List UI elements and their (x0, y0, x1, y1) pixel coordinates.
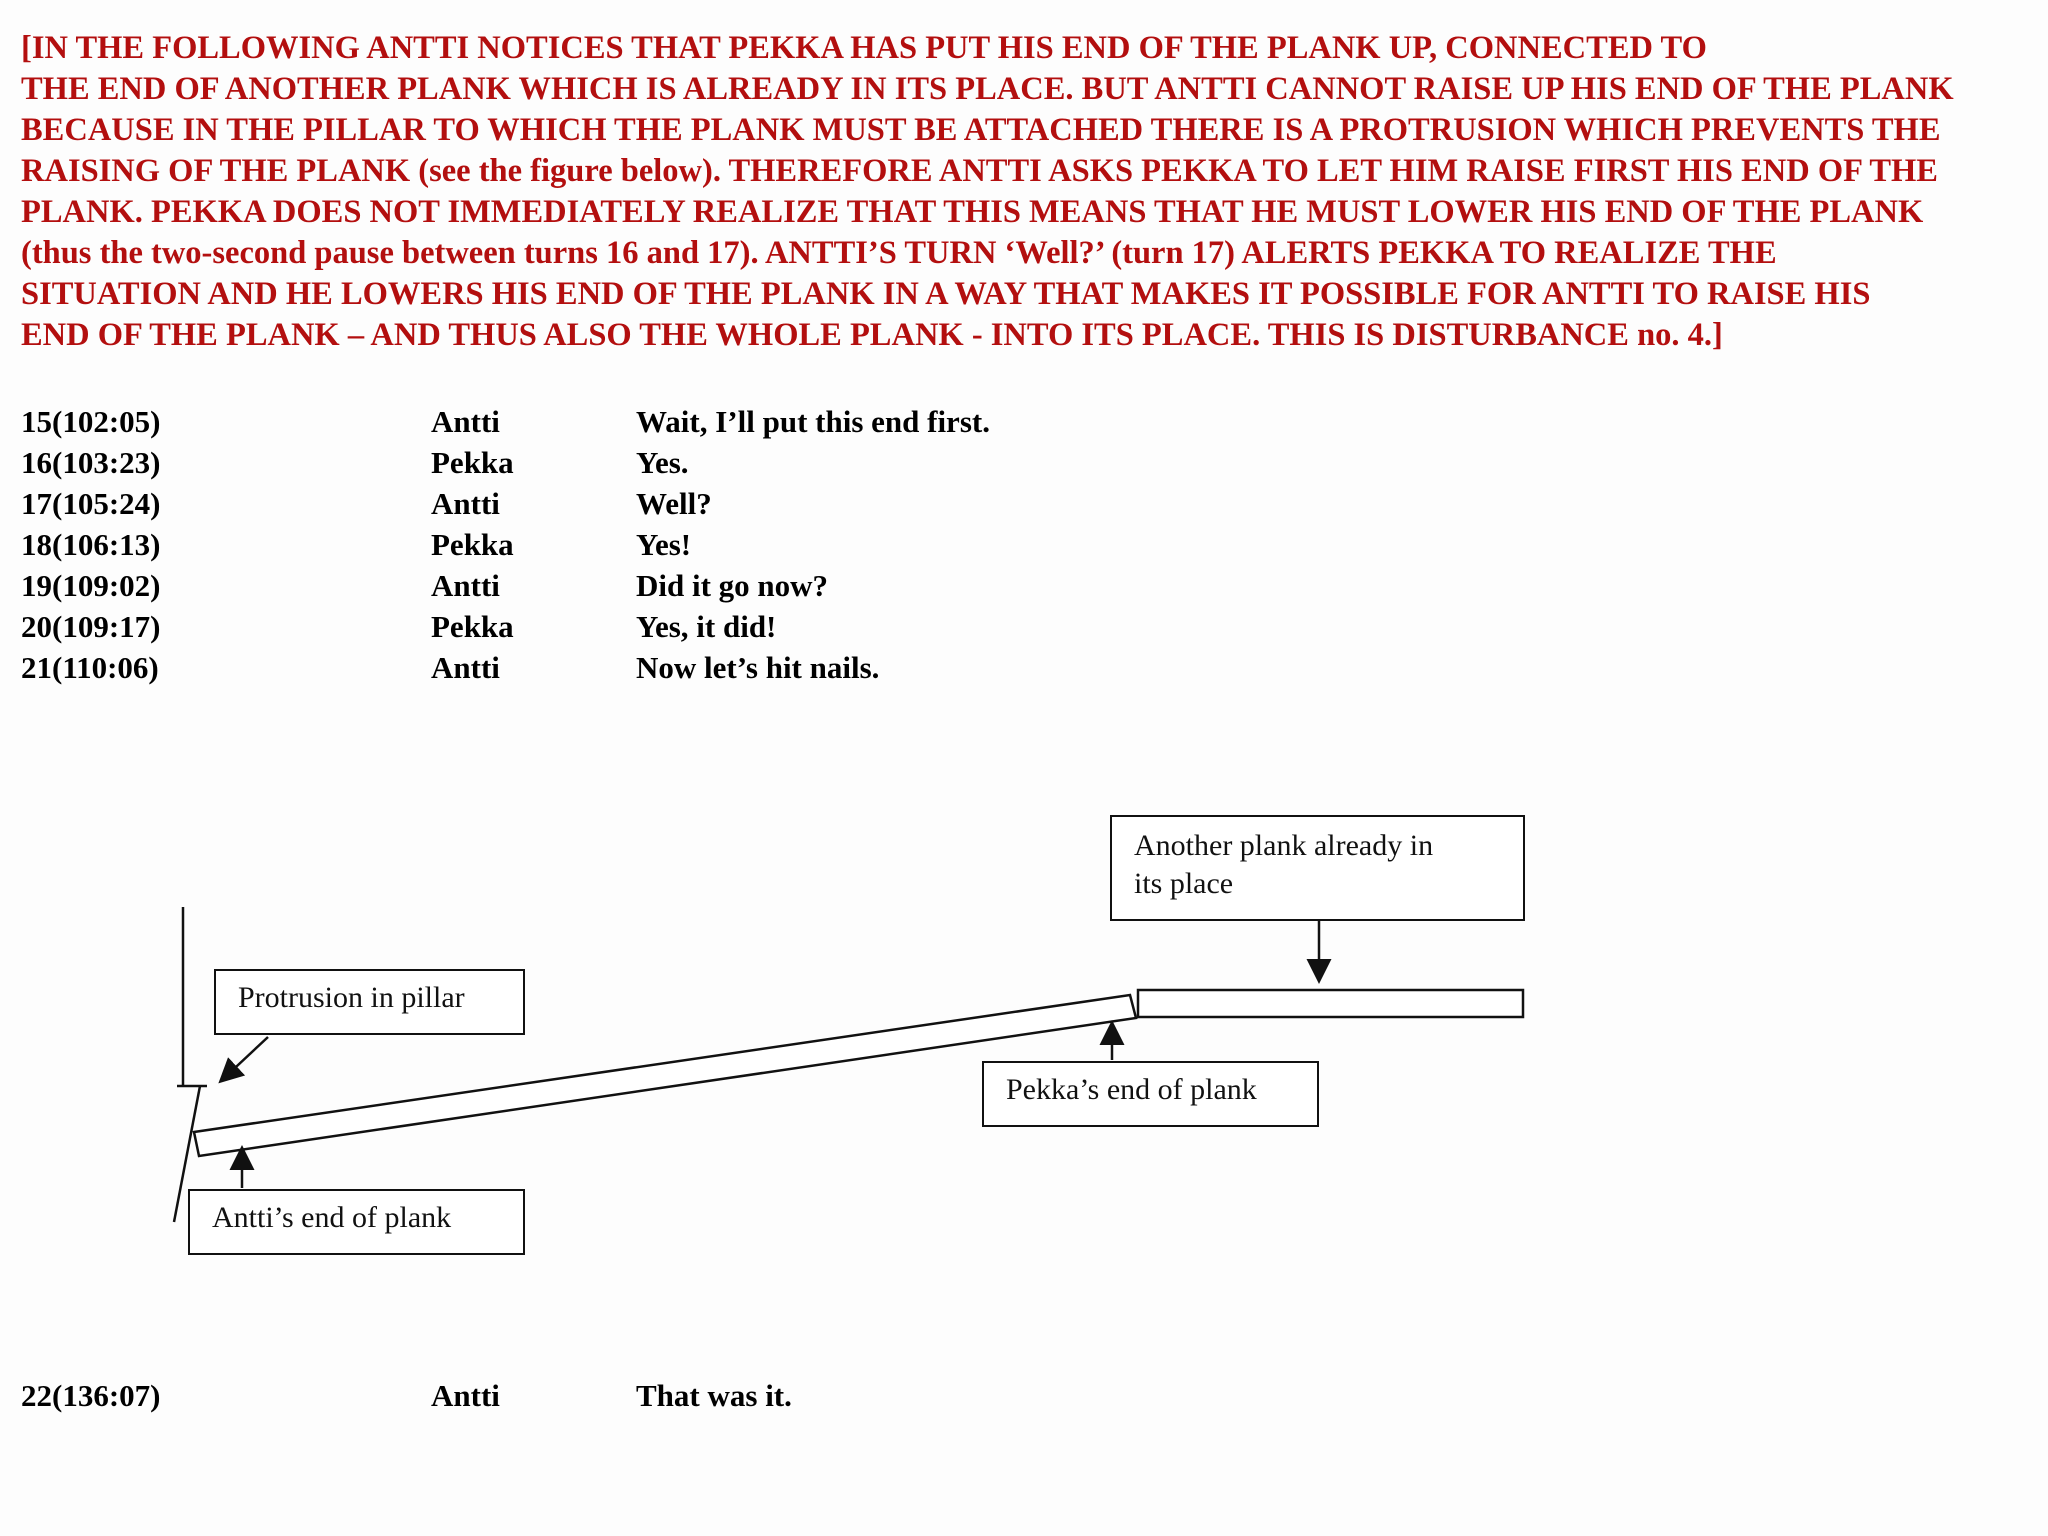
transcript-row (0, 565, 2048, 606)
turn-speaker: Antti (431, 404, 500, 439)
turn-utterance: Now let’s hit nails. (636, 650, 880, 685)
turn-utterance: Did it go now? (636, 568, 829, 603)
turn-number: 16(103:23) (21, 445, 161, 480)
intro-annotation: [IN THE FOLLOWING ANTTI NOTICES THAT PEKKA HAS PUT HIS END OF THE PLANK UP, CONNECTED TO THE END OF ANOTHER PLANK WHICH IS ALREADY IN ITS PLACE. BUT ANTTI CANNOT RAISE UP HIS END OF THE PLANK BECAUSE IN THE PILLAR TO WHICH THE PLANK MUST BE ATTACHED THERE IS A PROTRUSION WHICH PREVENTS THE RAISING OF THE PLANK (see the figure below). THEREFORE ANTTI ASKS PEKKA TO LET HIM RAISE FIRST HIS END OF THE PLANK. PEKKA DOES NOT IMMEDIATELY REALIZE THAT THIS MEANS THAT HE MUST LOWER HIS END OF THE PLANK (thus the two-second pause between turns 16 and 17). ANTTI’S TURN ‘Well?’ (turn 17) ALERTS PEKKA TO REALIZE THE SITUATION AND HE LOWERS HIS END OF THE PLANK IN A WAY THAT MAKES IT POSSIBLE FOR ANTTI TO RAISE HIS END OF THE PLANK – AND THUS ALSO THE WHOLE PLANK - INTO ITS PLACE. THIS IS DISTURBANCE no. 4.] (21, 30, 1954, 353)
transcript-row (0, 401, 2048, 442)
turn-speaker: Antti (431, 1378, 500, 1413)
turn-speaker: Pekka (431, 527, 514, 562)
transcript-row (0, 483, 2048, 524)
transcript-row (0, 442, 2048, 483)
label-protrusion: Protrusion in pillar (214, 969, 525, 1035)
transcript-row (0, 647, 2048, 688)
fixed-plank (1138, 990, 1523, 1017)
label-other-plank (1110, 815, 1525, 921)
turn-utterance: Yes, it did! (636, 609, 777, 644)
transcript-row (0, 524, 2048, 565)
arrow-to-protrusion (222, 1037, 268, 1080)
turn-number: 19(109:02) (21, 568, 161, 603)
turn-speaker: Antti (431, 568, 500, 603)
turn-utterance: Well? (636, 486, 712, 521)
turn-speaker: Pekka (431, 445, 514, 480)
turn-utterance: Yes. (636, 445, 689, 480)
turn-number: 15(102:05) (21, 404, 161, 439)
turn-utterance: Wait, I’ll put this end first. (636, 404, 990, 439)
pillar (174, 907, 207, 1222)
turn-speaker: Pekka (431, 609, 514, 644)
label-antti-end: Antti’s end of plank (188, 1189, 525, 1255)
label-other-plank-line1: Another plank already in (1134, 829, 1434, 862)
transcript-row (0, 606, 2048, 647)
plank-diagram (0, 780, 2048, 1280)
label-pekka-end: Pekka’s end of plank (982, 1061, 1319, 1127)
turn-speaker: Antti (431, 486, 500, 521)
turn-number: 17(105:24) (21, 486, 161, 521)
turn-utterance: Yes! (636, 527, 692, 562)
turn-number: 18(106:13) (21, 527, 161, 562)
turn-speaker: Antti (431, 650, 500, 685)
transcript-row-final (0, 1375, 2048, 1416)
turn-number: 21(110:06) (21, 650, 159, 685)
turn-number: 20(109:17) (21, 609, 161, 644)
turn-number: 22(136:07) (21, 1378, 161, 1413)
turn-utterance: That was it. (636, 1378, 792, 1413)
label-other-plank-line2: its place (1134, 867, 1234, 900)
